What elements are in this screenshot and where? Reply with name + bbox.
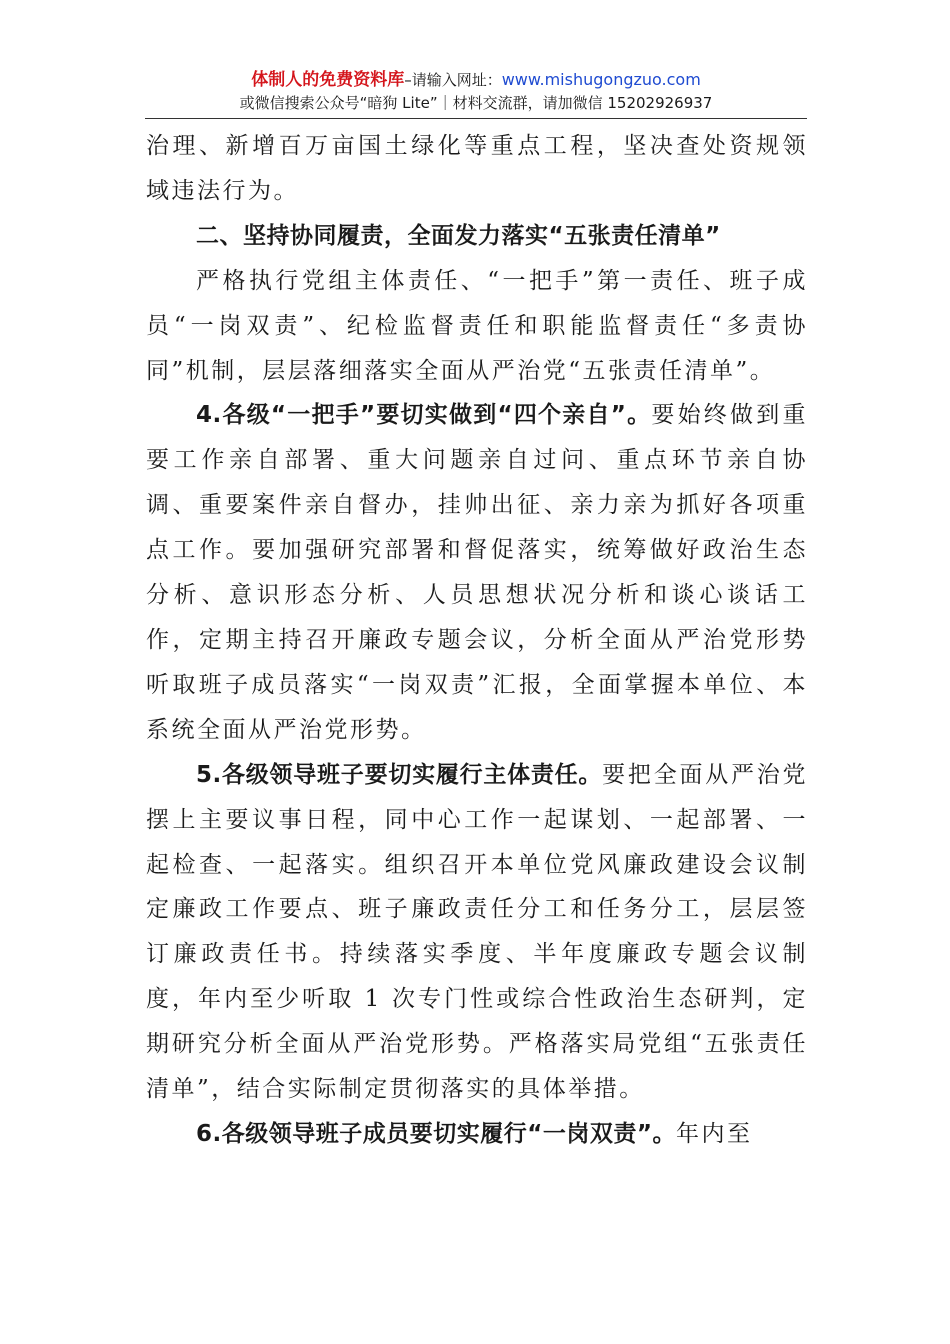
item-6-text: 年内至	[675, 1120, 753, 1147]
continued-paragraph: 治理、新增百万亩国土绿化等重点工程，坚决查处资规领域违法行为。	[146, 133, 808, 204]
item-5-title: 5.各级领导班子要切实履行主体责任。	[196, 761, 603, 788]
document-body	[146, 124, 808, 1157]
header-brand: 体制人的免费资料库	[251, 70, 405, 90]
header-line-1	[145, 68, 807, 92]
item-4-title: 4.各级“一把手”要切实做到“四个亲自”。	[196, 402, 652, 429]
header-url-link[interactable]: www.mishugongzuo.com	[501, 70, 701, 89]
header-line-2: 或微信搜索公众号“暗狗 Lite”｜材料交流群，请加微信 15202926937	[239, 94, 713, 112]
item-4-text: 要始终做到重要工作亲自部署、重大问题亲自过问、重点环节亲自协调、重要案件亲自督办，挂帅出征、亲力亲为抓好各项重点工作。要加强研究部署和督促落实，统筹做好政治生态分析、意识形态分析、人员思想状况分析和谈心谈话工作，定期主持召开廉政专题会议，分析全面从严治党形势听取班子成员落实“一岗双责”汇报，全面掌握本单位、本系统全面从严治党形势。	[146, 402, 809, 743]
page-header	[145, 68, 807, 114]
item-4-paragraph	[146, 393, 808, 752]
section-heading: 二、坚持协同履责，全面发力落实“五张责任清单”	[196, 222, 721, 249]
item-5-text: 要把全面从严治党摆上主要议事日程，同中心工作一起谋划、一起部署、一起检查、一起落实。组织召开本单位党风廉政建设会议制定廉政工作要点、班子廉政责任分工和任务分工，层层签订廉政责任书。持续落实季度、半年度廉政专题会议制度，年内至少听取 1 次专门性或综合性政治生态研判，定期研究分析全面从严治党形势。严格落实局党组“五张责任清单”，结合实际制定贯彻落实的具体举措。	[146, 761, 808, 1103]
item-5-paragraph	[146, 753, 808, 1112]
intro-paragraph: 严格执行党组主体责任、“一把手”第一责任、班子成员“一岗双责”、纪检监督责任和职能监督责任“多责协同”机制，层层落细落实全面从严治党“五张责任清单”。	[146, 267, 808, 384]
item-6-title: 6.各级领导班子成员要切实履行“一岗双责”。	[196, 1120, 676, 1147]
item-6-paragraph	[146, 1112, 808, 1157]
header-divider	[145, 118, 807, 119]
header-prompt: –请输入网址：	[404, 71, 502, 89]
